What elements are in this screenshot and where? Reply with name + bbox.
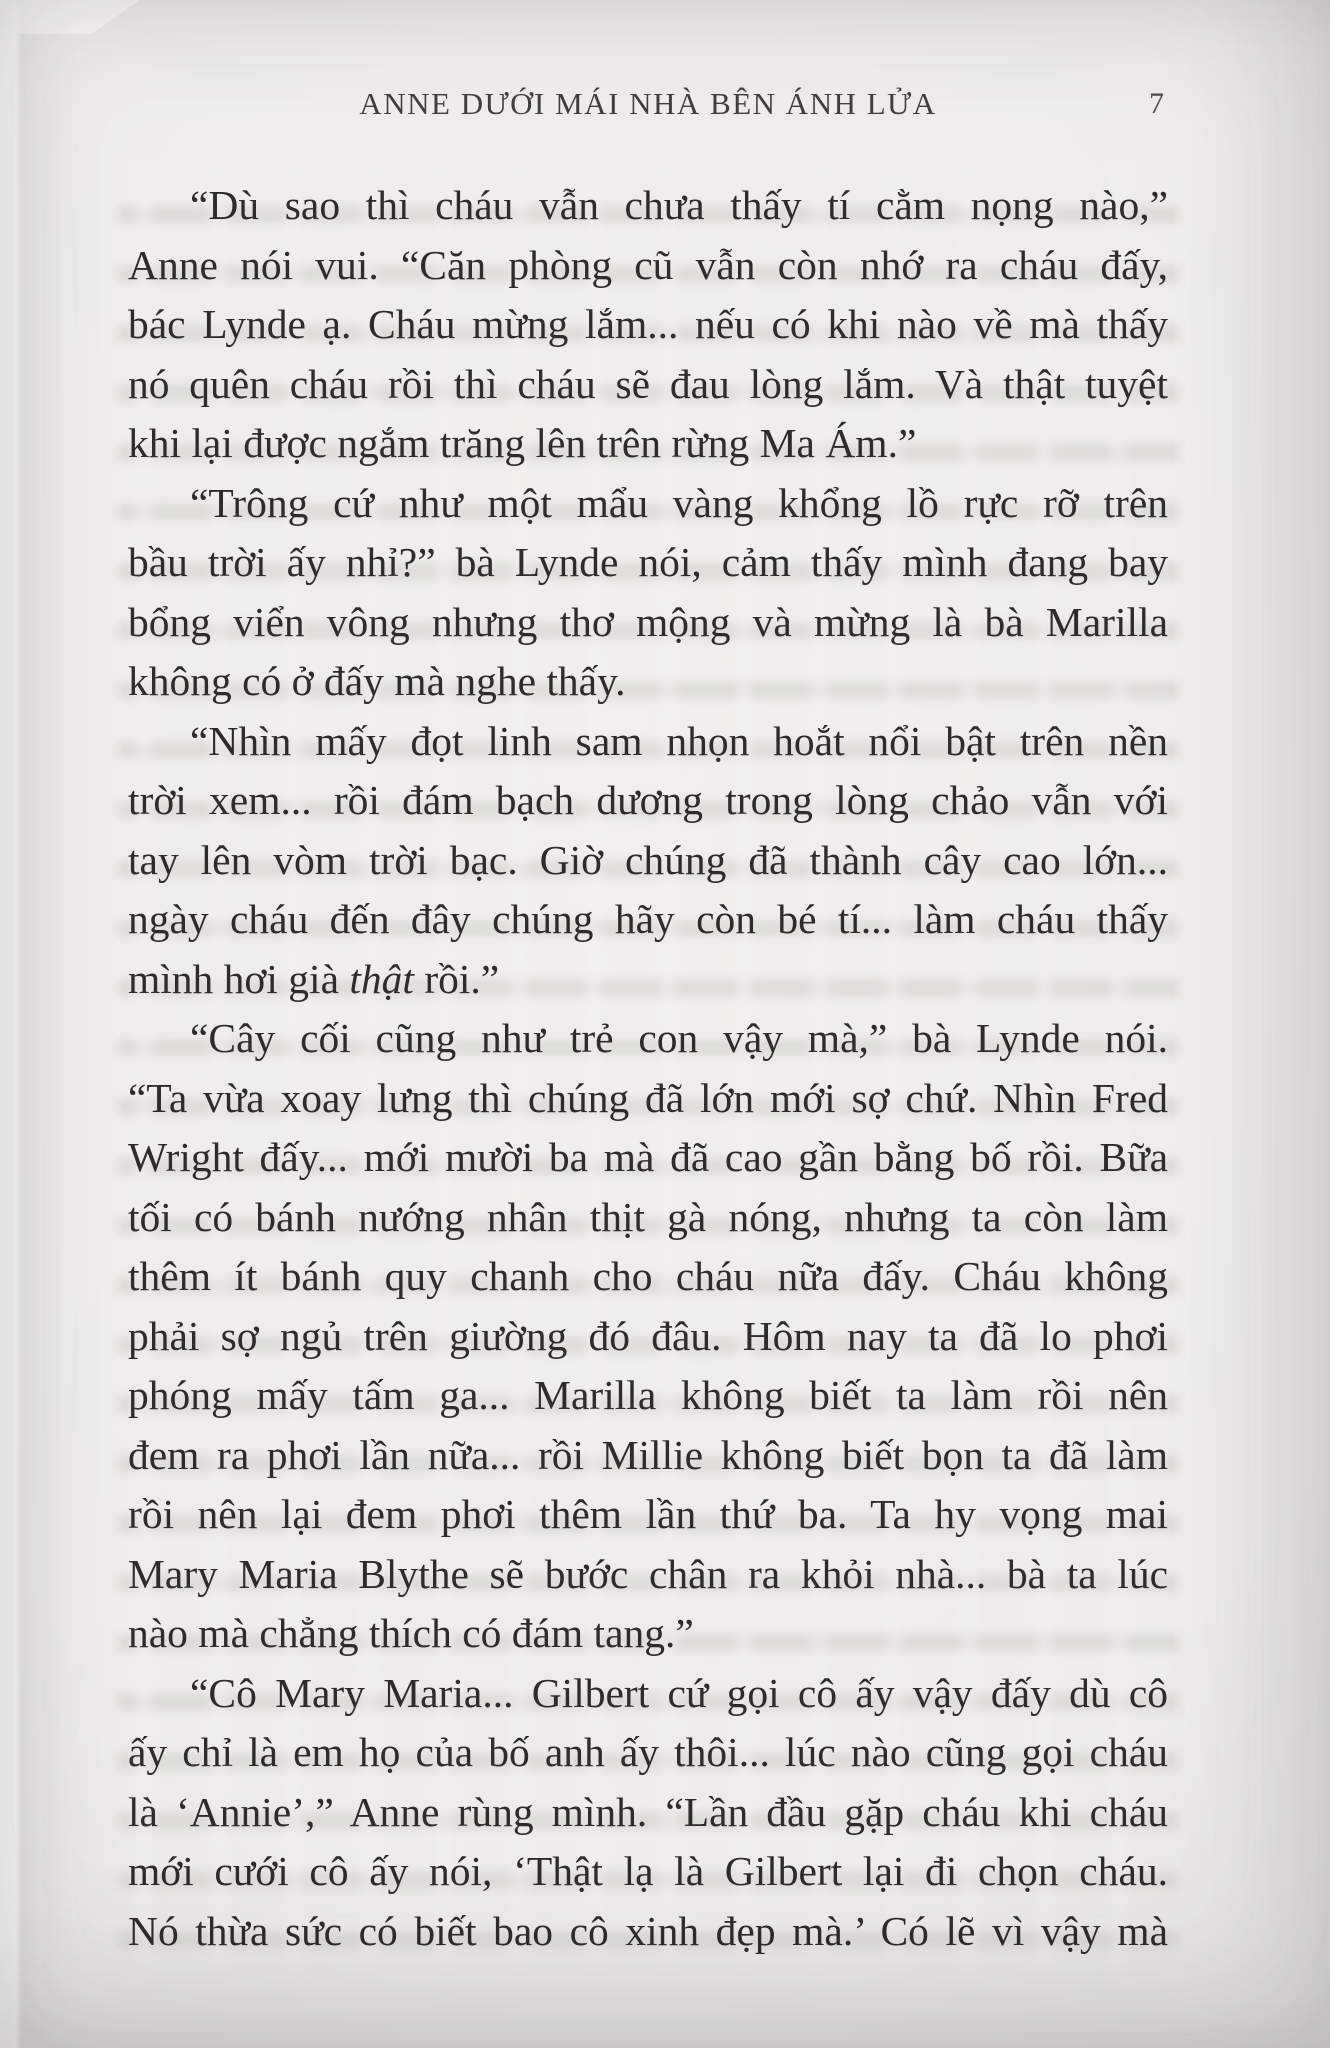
text-segment: “Dù sao thì cháu vẫn chưa thấy tí cằm nọng nào,” [190,182,1168,228]
text-segment: rồi nên lại đem phơi thêm lần thứ ba. Ta hy vọng mai [128,1491,1168,1537]
text-segment: bổng viển vông nhưng thơ mộng và mừng là bà Marilla [128,598,1168,645]
text-line [128,1307,1168,1367]
text-line [128,533,1168,593]
text-segment: “Cây cối cũng như trẻ con vậy mà,” bà Lynde nói. [190,1015,1168,1061]
text-segment: nào mà chẳng thích có đám tang.” [128,1610,694,1656]
text-segment: “Cô Mary Maria... Gilbert cứ gọi cô ấy vậy đấy dù cô [190,1669,1168,1716]
text-line [128,1426,1168,1486]
text-line [128,474,1168,534]
text-segment: rồi.” [413,955,500,1002]
text-segment: Mary Maria Blythe sẽ bước chân ra khỏi nhà... bà ta lúc [128,1550,1168,1597]
text-segment: tay lên vòm trời bạc. Giờ chúng đã thành cây cao lớn... [128,836,1168,883]
text-segment: bác Lynde ạ. Cháu mừng lắm... nếu có khi nào về mà thấy [128,301,1168,347]
text-line [128,355,1168,415]
text-line [128,1247,1168,1307]
text-segment: Wright đấy... mới mười ba mà đã cao gần bằng bố rồi. Bữa [128,1134,1168,1180]
text-line [128,295,1168,355]
text-line [128,1009,1168,1069]
text-line [128,1604,1168,1664]
text-line [128,176,1168,236]
text-line [128,1545,1168,1605]
text-line [128,593,1168,653]
text-segment: ấy chỉ là em họ của bố anh ấy thôi... lúc nào cũng gọi cháu [128,1729,1168,1775]
text-line [128,1842,1168,1902]
emphasized-text: thật [349,955,414,1002]
text-segment: “Nhìn mấy đọt linh sam nhọn hoắt nổi bật trên nền [190,717,1168,764]
text-line [128,1128,1168,1188]
text-segment: không có ở đấy mà nghe thấy. [128,658,626,704]
text-line [128,1783,1168,1843]
text-segment: ngày cháu đến đây chúng hãy còn bé tí... làm cháu thấy [128,896,1168,942]
page-number: 7 [1149,87,1164,120]
text-segment: phải sợ ngủ trên giường đó đâu. Hôm nay ta đã lo phơi [128,1312,1168,1359]
text-segment: tối có bánh nướng nhân thịt gà nóng, nhưng ta còn làm [128,1193,1168,1240]
text-line [128,1188,1168,1248]
text-segment: Anne nói vui. “Căn phòng cũ vẫn còn nhớ ra cháu đấy, [128,241,1168,288]
text-line [128,1902,1168,1962]
text-segment: thêm ít bánh quy chanh cho cháu nữa đấy. Cháu không [128,1253,1168,1299]
text-segment: “Trông cứ như một mẩu vàng khổng lồ rực rỡ trên [190,479,1168,526]
text-segment: là ‘Annie’,” Anne rùng mình. “Lần đầu gặp cháu khi cháu [128,1788,1168,1835]
text-segment: đem ra phơi lần nữa... rồi Millie không biết bọn ta đã làm [128,1431,1168,1478]
text-line [128,950,1168,1010]
text-line [128,1485,1168,1545]
text-line [128,771,1168,831]
scan-edge-strip [0,0,22,2048]
text-line [128,1723,1168,1783]
text-line [128,1664,1168,1724]
text-line [128,1069,1168,1129]
text-line [128,414,1168,474]
text-segment: trời xem... rồi đám bạch dương trong lòng chảo vẫn với [128,777,1168,823]
running-header [128,86,1168,132]
text-segment: mới cưới cô ấy nói, ‘Thật lạ là Gilbert lại đi chọn cháu. [128,1848,1168,1894]
text-segment: nó quên cháu rồi thì cháu sẽ đau lòng lắm. Và thật tuyệt [128,360,1168,407]
text-line [128,831,1168,891]
text-segment: “Ta vừa xoay lưng thì chúng đã lớn mới sợ chứ. Nhìn Fred [128,1074,1168,1121]
text-line [128,236,1168,296]
text-segment: khi lại được ngắm trăng lên trên rừng Ma Ám.” [128,420,917,466]
text-line [128,652,1168,712]
text-segment: phóng mấy tấm ga... Marilla không biết ta làm rồi nên [128,1372,1168,1418]
text-line [128,1366,1168,1426]
running-header-title: ANNE DƯỚI MÁI NHÀ BÊN ÁNH LỬA [359,86,937,121]
text-segment: mình hơi già [128,955,350,1002]
text-segment: bầu trời ấy nhỉ?” bà Lynde nói, cảm thấy mình đang bay [128,539,1168,585]
text-segment: Nó thừa sức có biết bao cô xinh đẹp mà.’ Có lẽ vì vậy mà [128,1907,1168,1954]
page-body [128,176,1168,1961]
text-line [128,712,1168,772]
text-line [128,890,1168,950]
